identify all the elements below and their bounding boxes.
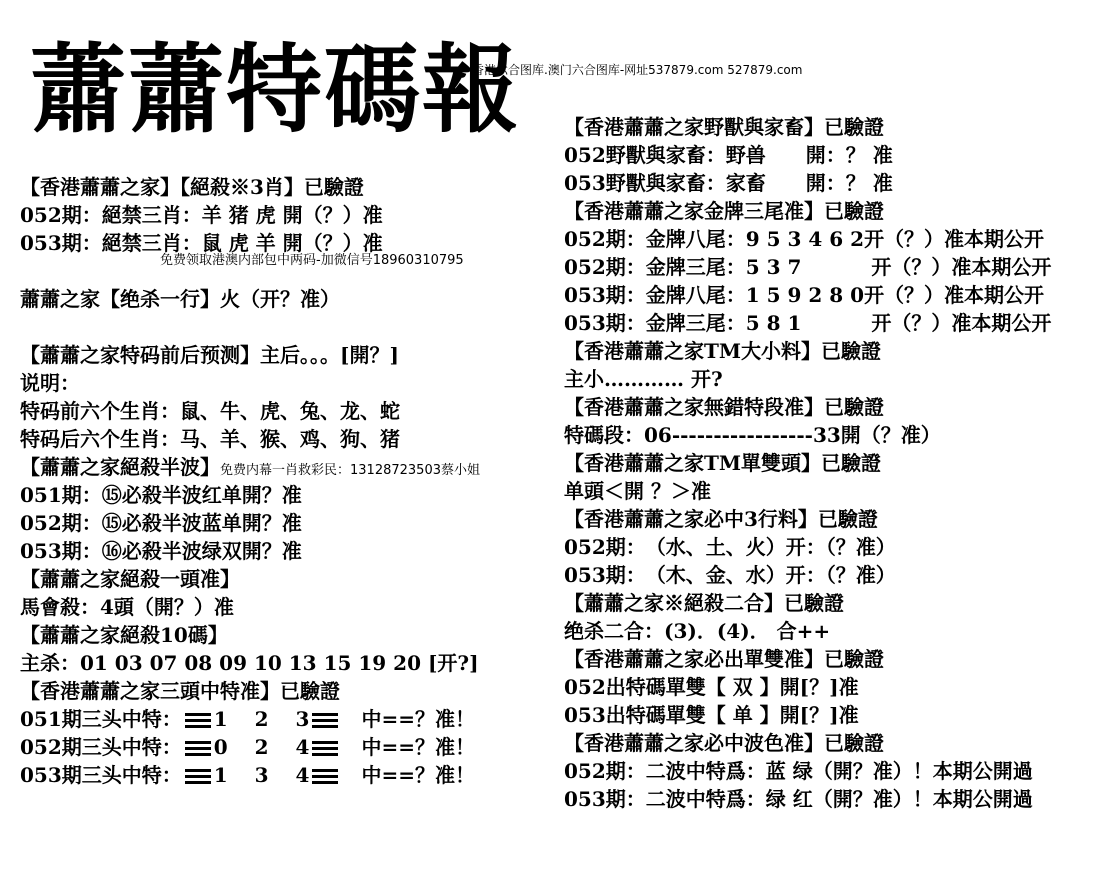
tail-row — [564, 281, 1044, 309]
half-wave-title-line — [20, 453, 480, 481]
three-head-row — [20, 705, 475, 733]
three-head-label: 052期三头中特： — [20, 735, 182, 759]
trigram-icon — [312, 741, 338, 756]
head-a: 0 — [213, 735, 228, 759]
single-053: 053出特碼單雙【 单 】開[？]准 — [564, 703, 859, 727]
element-title: 【香港蕭蕭之家必中3行料】已驗證 — [564, 507, 878, 531]
segment-title: 【香港蕭蕭之家無錯特段准】已驗證 — [564, 395, 884, 419]
oddeven-line: 单頭＜開 ？＞准 — [564, 479, 711, 503]
element-052: 052期： （水、土、火）开：（？准） — [564, 535, 896, 559]
ten-codes-title: 【蕭蕭之家絕殺10碼】 — [20, 623, 228, 647]
tail-result: 开（？）准本期公开 — [864, 283, 1045, 307]
tail-row — [564, 309, 1051, 337]
single-052: 052出特碼單雙【 双 】開[？]准 — [564, 675, 859, 699]
trigram-icon — [312, 713, 338, 728]
three-head-label: 053期三头中特： — [20, 763, 182, 787]
tail-title: 【香港蕭蕭之家金牌三尾准】已驗證 — [564, 199, 884, 223]
zodiac2-line: 绝杀二合：(3)．(4)． 合++ — [564, 619, 831, 643]
site-watermark: 香港六合图库.澳门六合图库-网址537879.com 527879.com — [472, 63, 803, 77]
head-title: 【蕭蕭之家絕殺一頭准】 — [20, 567, 240, 591]
three-head-tail: 中==？准！ — [361, 763, 475, 787]
tail-result: 开（？）准本期公开 — [871, 255, 1052, 279]
beast-053: 053野獸與家畜：家畜 開：？ 准 — [564, 171, 893, 195]
head-b: 2 — [254, 707, 269, 731]
trigram-icon — [185, 741, 211, 756]
tail-result: 开（？）准本期公开 — [864, 227, 1045, 251]
three-head-label: 051期三头中特： — [20, 707, 182, 731]
three-head-row — [20, 761, 475, 789]
head-b: 3 — [254, 763, 269, 787]
back-six-zodiac: 特码后六个生肖：马、羊、猴、鸡、狗、猪 — [20, 427, 400, 451]
head-a: 1 — [213, 763, 228, 787]
beast-title: 【香港蕭蕭之家野獸與家畜】已驗證 — [564, 115, 884, 139]
trigram-icon — [185, 713, 211, 728]
promo-wechat: 免费领取港澳内部包中两码-加微信号18960310795 — [160, 253, 464, 268]
half-wave-053: 053期：⑯必殺半波绿双開？准 — [20, 539, 302, 563]
half-wave-title: 【蕭蕭之家絕殺半波】 — [20, 455, 220, 479]
three-head-tail: 中==？准！ — [361, 707, 475, 731]
element-053: 053期： （木、金、水）开：（？准） — [564, 563, 896, 587]
ten-codes-line: 主杀：01 03 07 08 09 10 13 15 19 20 [开?] — [20, 651, 479, 675]
three-head-title: 【香港蕭蕭之家三頭中特准】已驗證 — [20, 679, 340, 703]
explain-label: 说明： — [20, 371, 80, 395]
beast-052: 052野獸與家畜：野兽 開：？ 准 — [564, 143, 893, 167]
trigram-icon — [185, 769, 211, 784]
three-head-row — [20, 733, 475, 761]
wave-052: 052期：二波中特爲：蓝 绿（開？准）！本期公開過 — [564, 759, 1033, 783]
wave-053: 053期：二波中特爲：绿 红（開？准）！本期公開過 — [564, 787, 1033, 811]
tail-result: 开（？）准本期公开 — [871, 311, 1052, 335]
tail-label: 052期：金牌三尾：5 3 7 — [564, 255, 802, 279]
head-c: 4 — [295, 763, 310, 787]
tail-label: 052期：金牌八尾：9 5 3 4 6 2 — [564, 227, 865, 251]
head-line: 馬會殺：4頭（開？）准 — [20, 595, 234, 619]
half-wave-052: 052期：⑮必殺半波蓝单開？准 — [20, 511, 302, 535]
single-title: 【香港蕭蕭之家必出單雙准】已驗證 — [564, 647, 884, 671]
tail-label: 053期：金牌八尾：1 5 9 2 8 0 — [564, 283, 865, 307]
head-a: 1 — [213, 707, 228, 731]
head-c: 4 — [295, 735, 310, 759]
page-title: 蕭蕭特碼報 — [30, 33, 520, 146]
head-b: 2 — [254, 735, 269, 759]
tail-row — [564, 253, 1051, 281]
oddeven-title: 【香港蕭蕭之家TM單雙頭】已驗證 — [564, 451, 882, 475]
trigram-icon — [312, 769, 338, 784]
kill3-title: 【香港蕭蕭之家】【絕殺※3肖】已驗證 — [20, 175, 364, 199]
size-title: 【香港蕭蕭之家TM大小料】已驗證 — [564, 339, 882, 363]
predict-title: 【蕭蕭之家特码前后预测】主后。。。[開？] — [20, 343, 399, 367]
head-c: 3 — [295, 707, 310, 731]
tail-label: 053期：金牌三尾：5 8 1 — [564, 311, 802, 335]
three-head-tail: 中==？准！ — [361, 735, 475, 759]
wave-title: 【香港蕭蕭之家必中波色准】已驗證 — [564, 731, 884, 755]
front-six-zodiac: 特码前六个生肖：鼠、牛、虎、兔、龙、蛇 — [20, 399, 400, 423]
kill-element-line: 蕭蕭之家【绝杀一行】火（开？准） — [20, 287, 340, 311]
segment-line: 特碼段：06-----------------33開（？准） — [564, 423, 941, 447]
promo-phone: 免费内幕一肖救彩民：13128723503蔡小姐 — [220, 463, 480, 478]
kill3-052: 052期：絕禁三肖：羊 猪 虎 開（？）准 — [20, 203, 383, 227]
half-wave-051: 051期：⑮必殺半波红单開？准 — [20, 483, 302, 507]
kill3-053: 053期：絕禁三肖：鼠 虎 羊 開（？）准 — [20, 231, 383, 255]
tail-row — [564, 225, 1044, 253]
size-line: 主小………… 开? — [564, 367, 723, 391]
zodiac2-title: 【蕭蕭之家※絕殺二合】已驗證 — [564, 591, 844, 615]
